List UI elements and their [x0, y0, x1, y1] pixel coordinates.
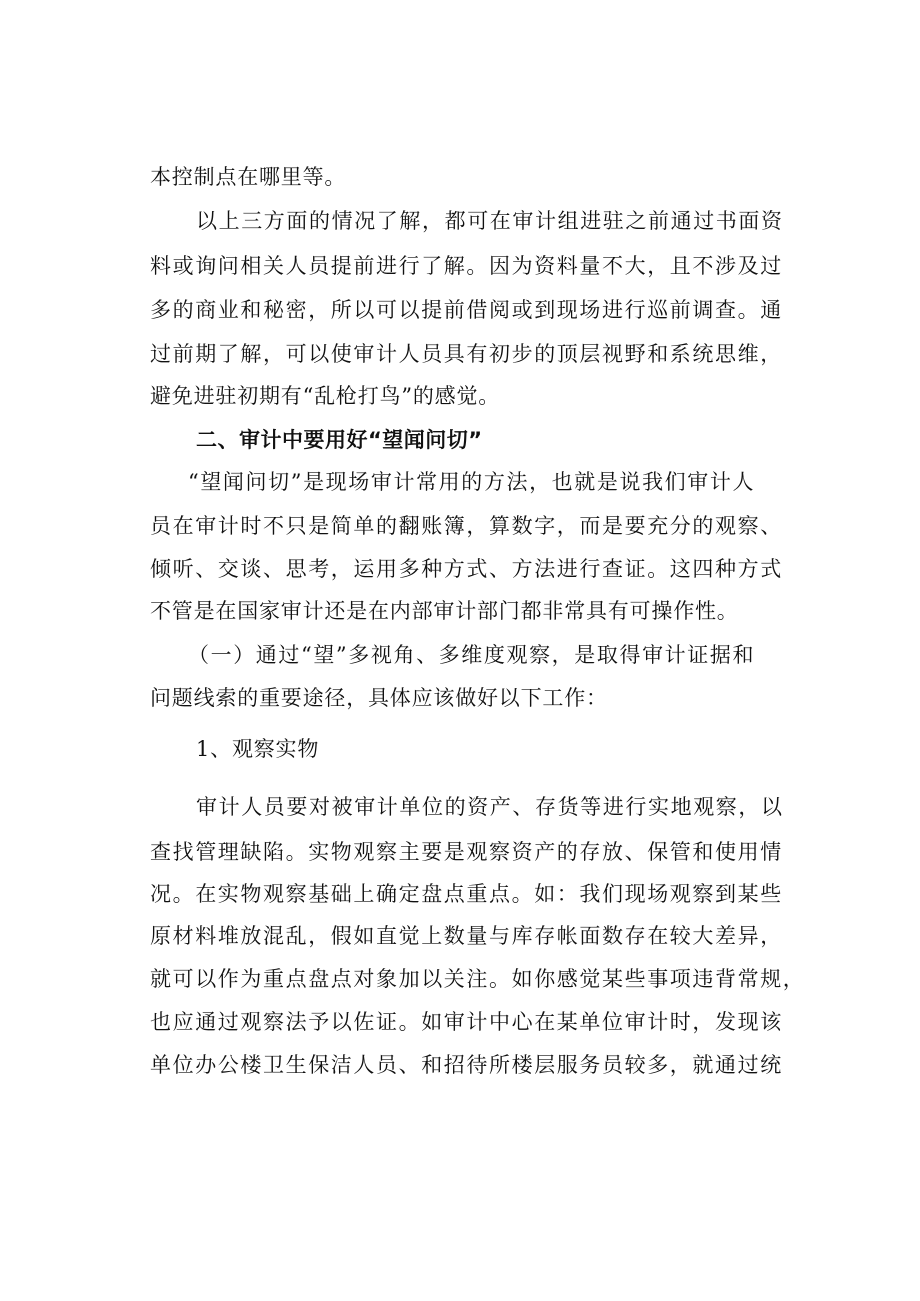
paragraph-line: 过前期了解，可以使审计人员具有初步的顶层视野和系统思维， [150, 342, 783, 366]
paragraph-line: 倾听、交谈、思考，运用多种方式、方法进行查证。这四种方式 [150, 557, 783, 581]
paragraph-line: 不管是在国家审计还是在内部审计部门都非常具有可操作性。 [150, 599, 739, 623]
subsection-heading: 1、观察实物 [196, 737, 320, 761]
paragraph-line: 况。在实物观察基础上确定盘点重点。如：我们现场观察到某些 [150, 882, 783, 906]
paragraph-line: 也应通过观察法予以佐证。如审计中心在某单位审计时，发现该 [150, 1010, 783, 1034]
paragraph-line: 多的商业和秘密，所以可以提前借阅或到现场进行巡前调查。通 [150, 298, 783, 322]
paragraph-line: （一）通过“望”多视角、多维度观察，是取得审计证据和 [188, 643, 756, 667]
paragraph-line: 避免进驻初期有“乱枪打鸟”的感觉。 [150, 384, 501, 408]
paragraph-line: “望闻问切”是现场审计常用的方法，也就是说我们审计人 [188, 470, 756, 494]
paragraph-line: 问题线索的重要途径，具体应该做好以下工作： [150, 686, 608, 710]
paragraph-line: 就可以作为重点盘点对象加以关注。如你感觉某些事项违背常规， [150, 967, 806, 991]
paragraph-line: 料或询问相关人员提前进行了解。因为资料量不大，且不涉及过 [150, 254, 783, 278]
paragraph-line: 单位办公楼卫生保洁人员、和招待所楼层服务员较多，就通过统 [150, 1053, 783, 1077]
paragraph-line: 以上三方面的情况了解，都可在审计组进驻之前通过书面资 [196, 209, 784, 233]
paragraph-line: 审计人员要对被审计单位的资产、存货等进行实地观察，以 [196, 795, 784, 819]
paragraph-line: 员在审计时不只是简单的翻账簿，算数字，而是要充分的观察、 [150, 514, 783, 538]
paragraph-line: 查找管理缺陷。实物观察主要是观察资产的存放、保管和使用情 [150, 840, 783, 864]
paragraph-line: 本控制点在哪里等。 [150, 165, 347, 189]
paragraph-line: 原材料堆放混乱，假如直觉上数量与库存帐面数存在较大差异， [150, 924, 783, 948]
section-heading: 二、审计中要用好“望闻问切” [196, 428, 483, 452]
